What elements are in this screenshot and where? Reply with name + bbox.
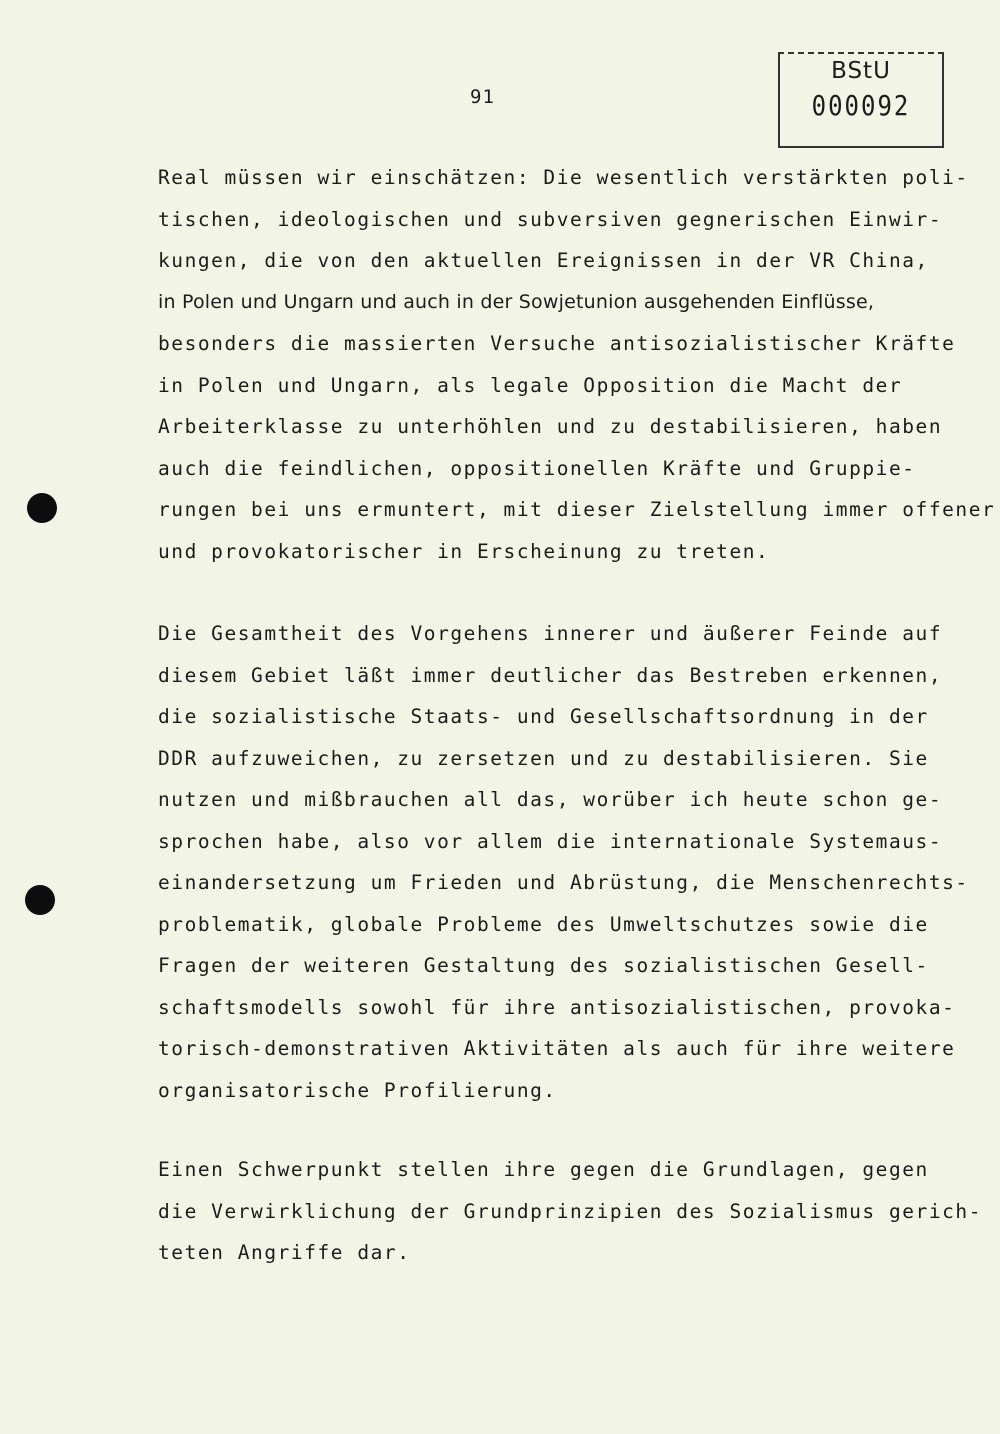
text-line: Fragen der weiteren Gestaltung des sozialistischen Gesell- <box>158 954 929 977</box>
text-line: torisch-demonstrativen Aktivitäten als auch für ihre weitere <box>158 1037 956 1060</box>
text-line: kungen, die von den aktuellen Ereignissen in der VR China, <box>158 249 929 272</box>
text-line: nutzen und mißbrauchen all das, worüber ich heute schon ge- <box>158 788 943 811</box>
paragraph-1 <box>158 157 996 572</box>
text-line: Arbeiterklasse zu unterhöhlen und zu destabilisieren, haben <box>158 415 943 438</box>
text-line: Einen Schwerpunkt stellen ihre gegen die Grundlagen, gegen <box>158 1158 929 1181</box>
stamp-title: BStU <box>831 58 891 84</box>
punch-hole <box>27 493 57 523</box>
text-line: Die Gesamtheit des Vorgehens innerer und äußerer Feinde auf <box>158 622 943 645</box>
text-line: in Polen und Ungarn und auch in der Sowjetunion ausgehenden Einflüsse, <box>158 290 875 313</box>
text-line: diesem Gebiet läßt immer deutlicher das Bestreben erkennen, <box>158 663 943 687</box>
text-line: schaftsmodells sowohl für ihre antisozialistischen, provoka- <box>158 995 956 1019</box>
text-line: sprochen habe, also vor allem die internationale Systemaus- <box>158 829 943 853</box>
text-line: DDR aufzuweichen, zu zersetzen und zu destabilisieren. Sie <box>158 746 929 770</box>
text-line: tischen, ideologischen und subversiven gegnerischen Einwir- <box>158 207 943 231</box>
text-line: teten Angriffe dar. <box>158 1241 411 1264</box>
text-line: in Polen und Ungarn, als legale Opposition die Macht der <box>158 373 903 397</box>
text-line: rungen bei uns ermuntert, mit dieser Zielstellung immer offener <box>158 498 996 521</box>
text-line: organisatorische Profilierung. <box>158 1078 557 1102</box>
archive-stamp <box>778 52 944 148</box>
text-line: die sozialistische Staats- und Gesellschaftsordnung in der <box>158 705 929 728</box>
text-line: und provokatorischer in Erscheinung zu treten. <box>158 539 770 563</box>
text-line: einandersetzung um Frieden und Abrüstung, die Menschenrechts- <box>158 871 969 894</box>
text-line: problematik, globale Probleme des Umweltschutzes sowie die <box>158 912 929 936</box>
text-line: besonders die massierten Versuche antisozialistischer Kräfte <box>158 332 956 355</box>
stamp-number: 000092 <box>811 89 911 123</box>
paragraph-2 <box>158 613 969 1111</box>
paragraph-3 <box>158 1149 982 1274</box>
text-line: die Verwirklichung der Grundprinzipien des Sozialismus gerich- <box>158 1199 982 1223</box>
text-line: auch die feindlichen, oppositionellen Kräfte und Gruppie- <box>158 456 916 480</box>
page-number: 91 <box>470 86 495 108</box>
text-line: Real müssen wir einschätzen: Die wesentlich verstärkten poli- <box>158 166 969 189</box>
punch-hole <box>25 885 55 915</box>
